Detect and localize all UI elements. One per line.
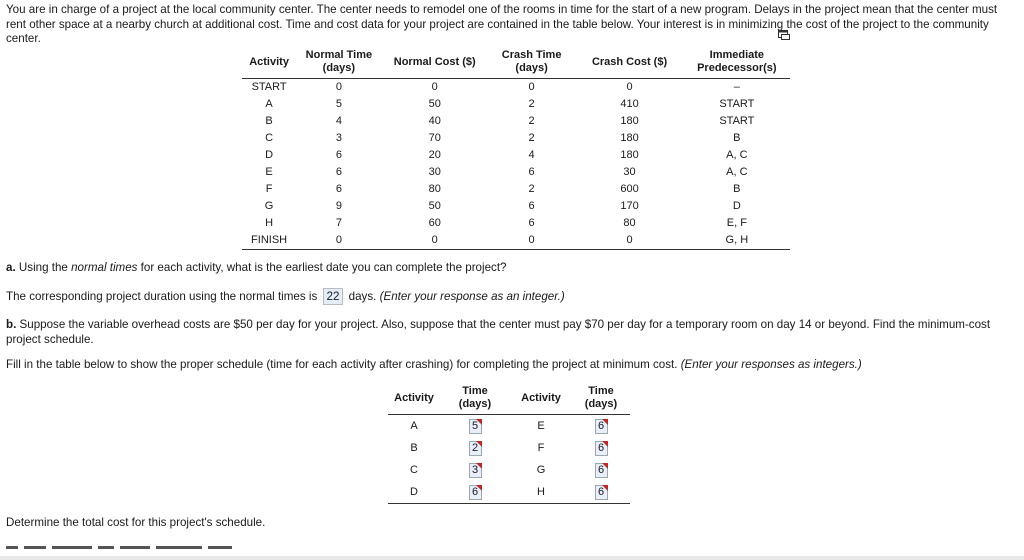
cell-normal-cost: 0 [382, 232, 488, 250]
cell-normal-time: 7 [335, 217, 342, 229]
cell-crash-cost: 0 [575, 232, 683, 250]
problem-intro: You are in charge of a project at the local community center. The center needs to remodel one of the rooms in time for the start of a new program. Delays in the project mean that the center must rent other space at a nearby church at additional cost. Time and cost data for your project are contained in the table below. Your interest is in minimizing the cost of the project to the community center. [6, 3, 998, 45]
schedule-time-cell [440, 437, 510, 459]
schedule-time-value: 6 [597, 463, 605, 476]
schedule-time-cell [440, 459, 510, 481]
cell-normal-time: 3 [335, 132, 342, 144]
sched-col-time-2: Time (days) [572, 383, 630, 415]
schedule-time-cell [572, 459, 630, 481]
schedule-time-input[interactable] [469, 463, 482, 478]
cell-normal-cost: 50 [428, 98, 441, 110]
incorrect-flag-icon [602, 463, 608, 469]
schedule-time-input[interactable] [469, 441, 482, 456]
cell-predecessors: START [719, 115, 755, 127]
schedule-row [388, 437, 630, 459]
cell-activity: A [265, 98, 273, 110]
cell-crash-time: 0 [488, 232, 576, 250]
question-a-answer-line: The corresponding project duration using the normal times is 22 days. (Enter your response as an integer.) [6, 290, 565, 303]
cell-activity: C [265, 132, 274, 144]
incorrect-flag-icon [476, 463, 482, 469]
schedule-time-cell [440, 481, 510, 504]
cell-predecessors: G, H [684, 232, 790, 250]
activity-data-table [242, 47, 790, 250]
col-crash-time: Crash Time (days) [488, 47, 576, 79]
fill-instruction: Fill in the table below to show the proper schedule (time for each activity after crashing) for completing the project at minimum cost. (Enter your responses as integers.) [6, 358, 862, 371]
schedule-time-cell [572, 415, 630, 438]
schedule-time-value: 6 [471, 485, 479, 498]
schedule-activity-label: B [410, 442, 418, 454]
schedule-time-value: 5 [471, 419, 479, 432]
schedule-activity-label: F [537, 442, 545, 454]
table-row [242, 79, 790, 97]
schedule-activity-label: E [537, 420, 545, 432]
incorrect-flag-icon [476, 441, 482, 447]
cell-predecessors: E, F [726, 217, 747, 229]
incorrect-flag-icon [476, 419, 482, 425]
cell-activity: E [265, 166, 273, 178]
table-row [242, 215, 790, 232]
col-crash-cost: Crash Cost ($) [575, 47, 683, 79]
cell-crash-cost: 600 [620, 183, 639, 195]
sched-col-activity-1: Activity [388, 383, 440, 415]
schedule-time-cell [440, 415, 510, 438]
cell-crash-cost: 410 [620, 98, 639, 110]
cell-activity: B [265, 115, 273, 127]
cell-normal-time: 6 [335, 183, 342, 195]
cell-crash-time: 6 [528, 200, 535, 212]
cell-normal-time: 5 [335, 98, 342, 110]
cell-predecessors: – [733, 81, 740, 93]
cell-activity: G [264, 200, 274, 212]
schedule-time-value: 2 [471, 441, 479, 454]
schedule-time-input[interactable] [469, 419, 482, 434]
cell-normal-cost: 20 [428, 149, 441, 161]
col-predecessors: Immediate Predecessor(s) [684, 47, 790, 79]
question-b: b. Suppose the variable overhead costs are $50 per day for your project. Also, suppose that the center must pay $70 per day for a temporary room on day 14 or beyond. Find the minimum-cost project schedule. [6, 318, 991, 346]
schedule-row [388, 459, 630, 481]
cell-crash-time: 2 [528, 132, 535, 144]
schedule-time-cell [572, 481, 630, 504]
schedule-time-value: 6 [597, 485, 605, 498]
incorrect-flag-icon [476, 485, 482, 491]
schedule-header-row [388, 383, 630, 415]
table-row [242, 130, 790, 147]
cell-normal-cost: 80 [428, 183, 441, 195]
schedule-time-cell [572, 437, 630, 459]
table-row [242, 164, 790, 181]
cell-crash-time: 4 [528, 149, 535, 161]
schedule-time-value: 6 [597, 419, 605, 432]
cell-crash-cost: 0 [626, 81, 633, 93]
cell-normal-time: 6 [335, 149, 342, 161]
sched-col-time-1: Time (days) [440, 383, 510, 415]
cell-crash-cost: 80 [623, 217, 636, 229]
cell-normal-cost: 70 [428, 132, 441, 144]
col-normal-time: Normal Time (days) [296, 47, 381, 79]
col-activity: Activity [242, 47, 296, 79]
cell-crash-cost: 180 [620, 149, 639, 161]
incorrect-flag-icon [602, 441, 608, 447]
cell-crash-time: 6 [528, 166, 535, 178]
table-row [242, 96, 790, 113]
schedule-time-input[interactable] [469, 485, 482, 500]
cell-predecessors: A, C [726, 166, 748, 178]
duration-answer-input[interactable]: 22 [323, 288, 344, 305]
schedule-time-value: 3 [471, 463, 479, 476]
cell-normal-cost: 30 [428, 166, 441, 178]
schedule-activity-label: A [410, 420, 418, 432]
schedule-activity-label: G [536, 464, 546, 476]
cell-normal-time: 6 [335, 166, 342, 178]
table-row [242, 198, 790, 215]
schedule-time-input[interactable] [595, 419, 608, 434]
schedule-time-value: 6 [597, 441, 605, 454]
cell-activity: F [265, 183, 273, 195]
schedule-activity-label: H [510, 481, 572, 504]
table-row [242, 147, 790, 164]
cell-activity: FINISH [242, 232, 296, 250]
popout-window-icon[interactable] [778, 30, 790, 40]
schedule-time-input[interactable] [595, 441, 608, 456]
col-normal-cost: Normal Cost ($) [382, 47, 488, 79]
cell-crash-cost: 180 [620, 132, 639, 144]
schedule-time-input[interactable] [595, 485, 608, 500]
cell-activity: START [251, 81, 287, 93]
incorrect-flag-icon [602, 485, 608, 491]
cutoff-text-line [6, 546, 346, 554]
schedule-time-input[interactable] [595, 463, 608, 478]
cell-crash-time: 6 [528, 217, 535, 229]
cell-normal-time: 0 [296, 232, 381, 250]
table-row [242, 181, 790, 198]
cell-predecessors: START [719, 98, 755, 110]
cell-normal-cost: 50 [428, 200, 441, 212]
cell-crash-cost: 170 [620, 200, 639, 212]
bottom-scrollbar[interactable] [0, 556, 1024, 560]
cell-activity: H [265, 217, 274, 229]
cell-crash-cost: 180 [620, 115, 639, 127]
schedule-activity-label: C [410, 464, 418, 476]
cell-normal-time: 0 [335, 81, 342, 93]
cell-normal-cost: 60 [428, 217, 441, 229]
cell-normal-cost: 40 [428, 115, 441, 127]
schedule-table [388, 383, 630, 504]
cell-crash-time: 2 [528, 115, 535, 127]
question-a: a. Using the normal times for each activity, what is the earliest date you can complete the project? [6, 261, 507, 274]
cell-normal-cost: 0 [431, 81, 438, 93]
cell-predecessors: B [733, 132, 741, 144]
schedule-row [388, 415, 630, 438]
table-row [242, 113, 790, 130]
cell-crash-time: 0 [528, 81, 535, 93]
cell-normal-time: 4 [335, 115, 342, 127]
cell-activity: D [265, 149, 274, 161]
cell-crash-cost: 30 [623, 166, 636, 178]
total-cost-prompt: Determine the total cost for this project's schedule. [6, 516, 266, 529]
table-row [242, 232, 790, 250]
cell-crash-time: 2 [528, 98, 535, 110]
incorrect-flag-icon [602, 419, 608, 425]
data-table-header-row [242, 47, 790, 79]
cell-predecessors: A, C [726, 149, 748, 161]
schedule-row [388, 481, 630, 504]
sched-col-activity-2: Activity [510, 383, 572, 415]
cell-normal-time: 9 [335, 200, 342, 212]
schedule-activity-label: D [388, 481, 440, 504]
cell-predecessors: B [733, 183, 741, 195]
cell-predecessors: D [732, 200, 741, 212]
cell-crash-time: 2 [528, 183, 535, 195]
